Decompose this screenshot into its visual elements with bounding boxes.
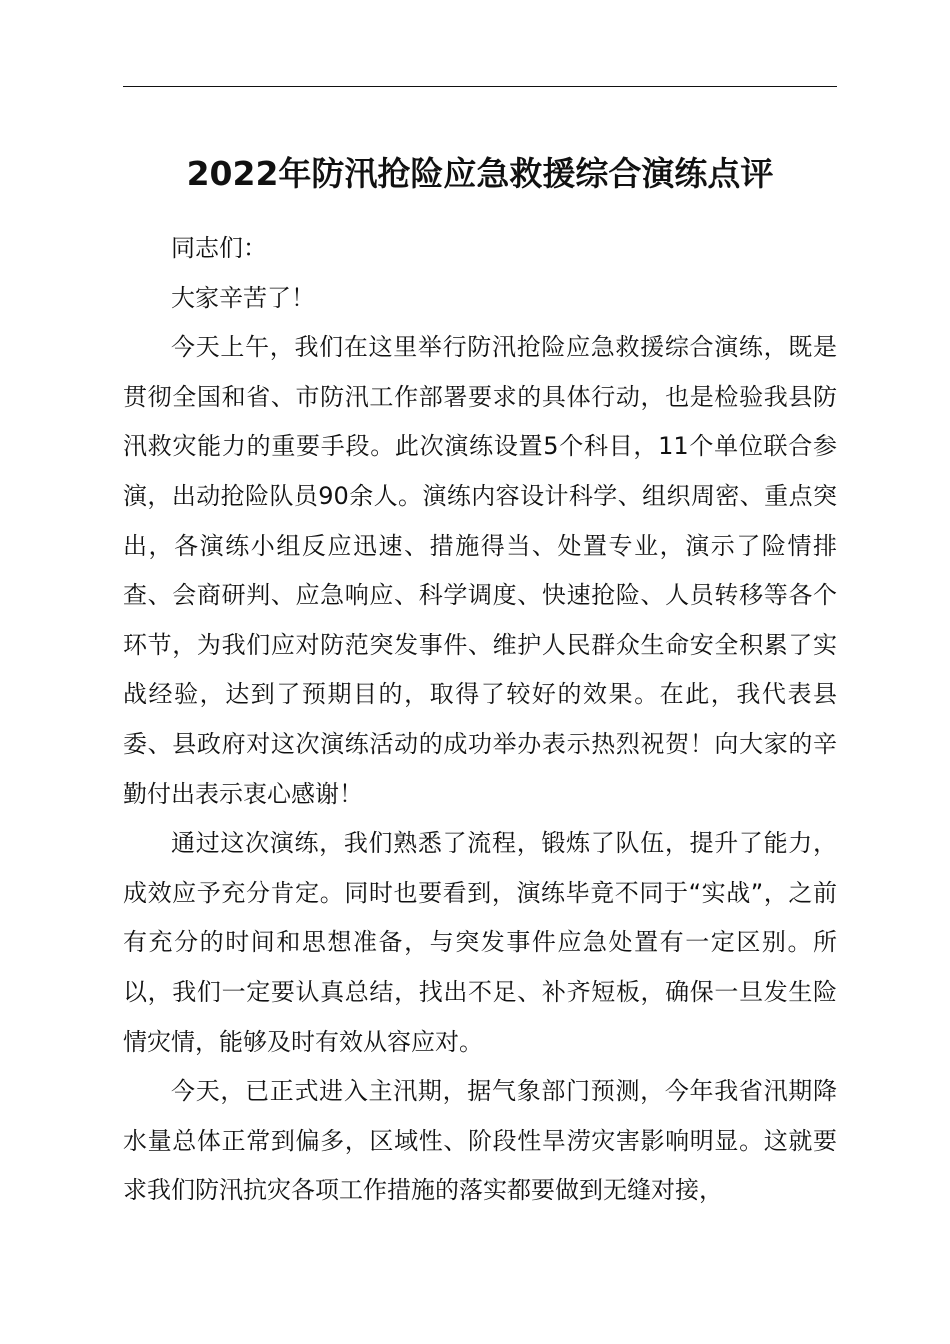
header-rule [123,86,837,87]
paragraph-1: 今天上午，我们在这里举行防汛抢险应急救援综合演练，既是贯彻全国和省、市防汛工作部署要求的具体行动，也是检验我县防汛救灾能力的重要手段。此次演练设置5个科目，11个单位联合参演，出动抢险队员90余人。演练内容设计科学、组织周密、重点突出，各演练小组反应迅速、措施得当、处置专业，演示了险情排查、会商研判、应急响应、科学调度、快速抢险、人员转移等各个环节，为我们应对防范突发事件、维护人民群众生命安全积累了实战经验，达到了预期目的，取得了较好的效果。在此，我代表县委、县政府对这次演练活动的成功举办表示热烈祝贺！向大家的辛勤付出表示衷心感谢！ [123,333,837,808]
salutation: 同志们： [171,234,267,262]
paragraph-2: 通过这次演练，我们熟悉了流程，锻炼了队伍，提升了能力，成效应予充分肯定。同时也要看到，演练毕竟不同于“实战”，之前有充分的时间和思想准备，与突发事件应急处置有一定区别。所以，我们一定要认真总结，找出不足、补齐短板，确保一旦发生险情灾情，能够及时有效从容应对。 [123,829,837,1056]
greeting: 大家辛苦了！ [171,283,315,312]
document-title: 2022年防汛抢险应急救援综合演练点评 [186,154,774,193]
document-body [123,224,837,1216]
paragraph-3: 今天，已正式进入主汛期，据气象部门预测，今年我省汛期降水量总体正常到偏多，区域性、阶段性旱涝灾害影响明显。这就要求我们防汛抗灾各项工作措施的落实都要做到无缝对接， [123,1077,837,1205]
